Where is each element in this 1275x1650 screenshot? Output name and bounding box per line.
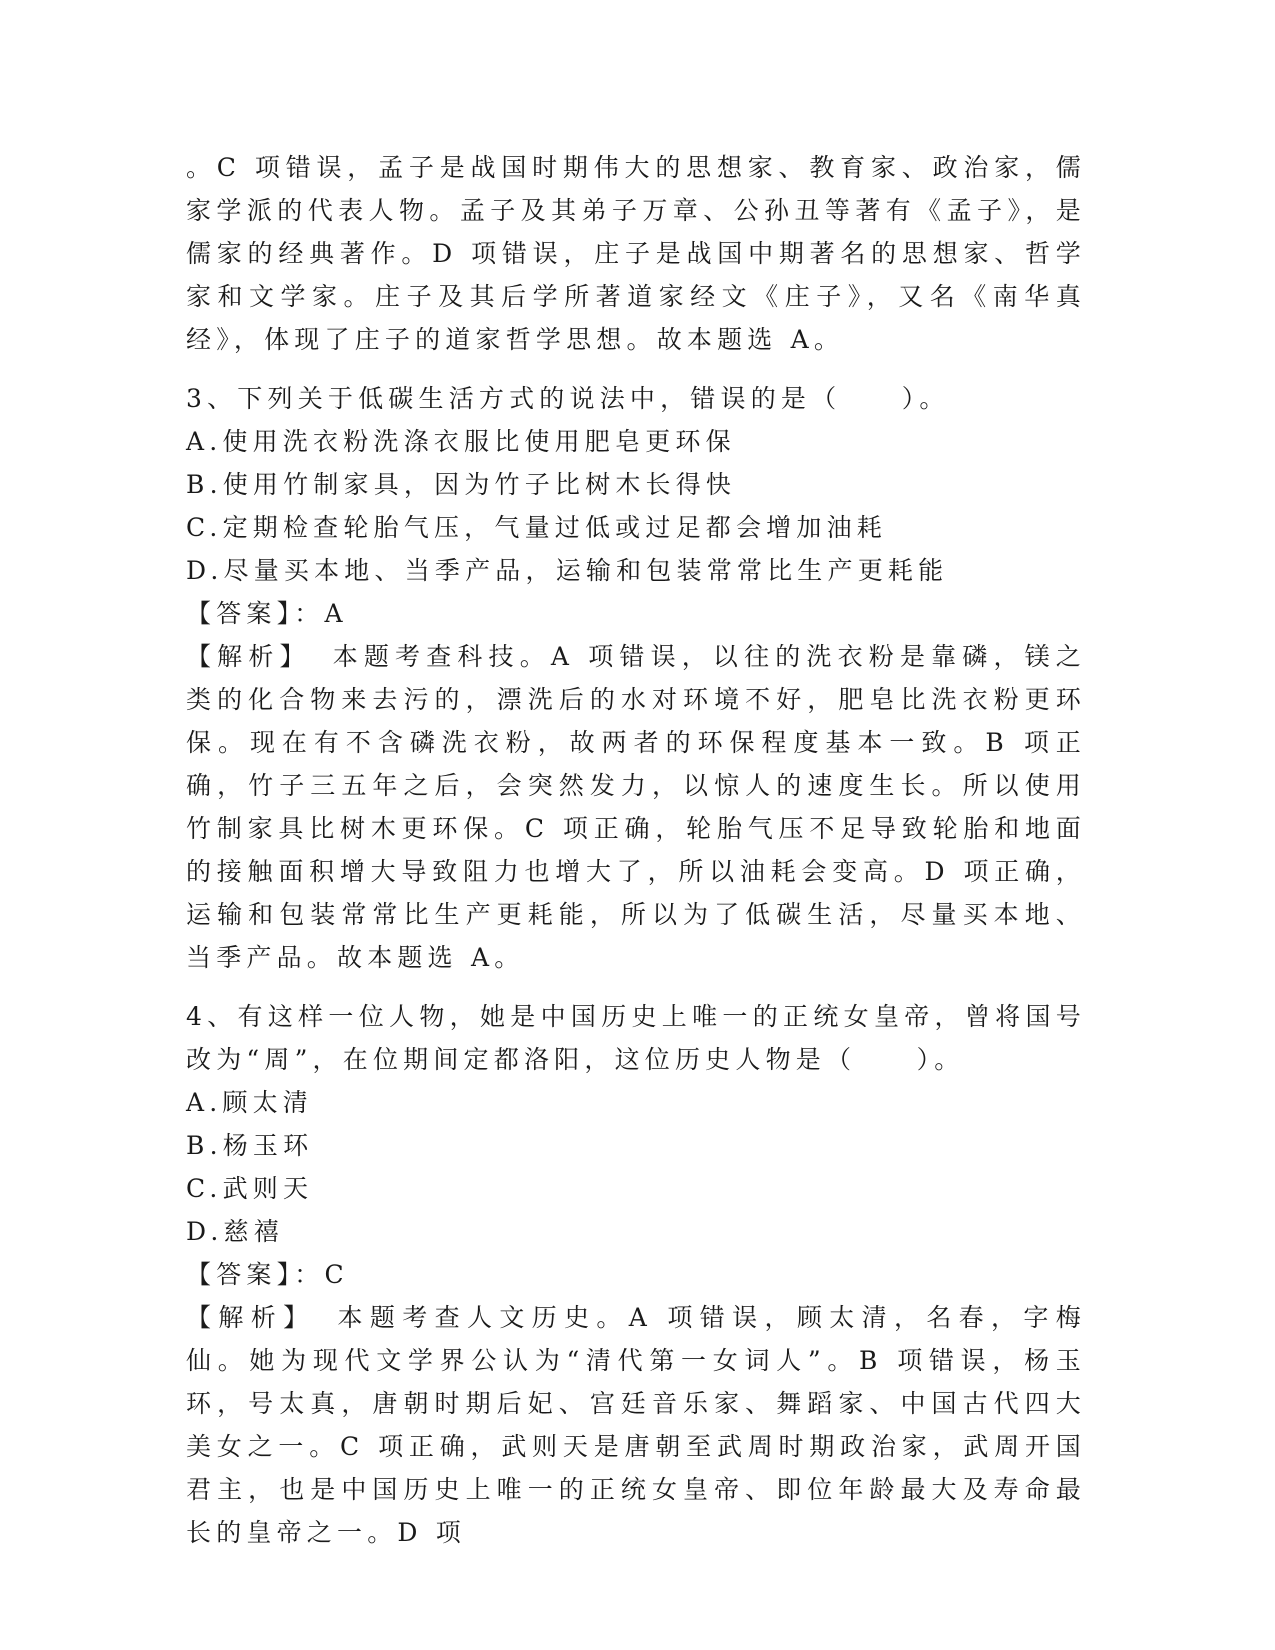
answer-line: 【答案】：C <box>186 1260 349 1289</box>
analysis-text: 本题考查人文历史。A 项错误，顾太清，名春，字梅仙。她为现代文学界公认为“清代第一女词人”。B 项错误，杨玉环，号太真，唐朝时期后妃、宫廷音乐家、舞蹈家、中国古代四大美女之一。C 项正确，武则天是唐朝至武周时期政治家，武周开国君主，也是中国历史上唯一的正统女皇帝、即位年龄最大及寿命最长的皇帝之一。D 项 <box>186 1303 1086 1547</box>
document-page <box>186 146 1086 1554</box>
analysis-paragraph <box>186 635 1086 979</box>
question-stem: 3、下列关于低碳生活方式的说法中，错误的是（ ）。 <box>186 384 950 413</box>
option-d: D.慈禧 <box>186 1217 284 1246</box>
option-b: B.使用竹制家具，因为竹子比树木长得快 <box>186 470 737 499</box>
answer-line: 【答案】：A <box>186 599 348 628</box>
option-d: D.尽量买本地、当季产品，运输和包装常常比生产更耗能 <box>186 556 949 585</box>
analysis-paragraph <box>186 1296 1086 1554</box>
question-stem: 4、有这样一位人物，她是中国历史上唯一的正统女皇帝，曾将国号改为“周”，在位期间定都洛阳，这位历史人物是（ ）。 <box>186 1002 1086 1074</box>
analysis-label: 【解析】 <box>186 1303 316 1332</box>
option-a: A.顾太清 <box>186 1088 314 1117</box>
question-3 <box>186 377 1086 979</box>
spacer <box>186 361 1086 377</box>
option-c: C.定期检查轮胎气压，气量过低或过足都会增加油耗 <box>186 513 887 542</box>
analysis-label: 【解析】 <box>186 642 311 671</box>
option-b: B.杨玉环 <box>186 1131 314 1160</box>
option-c: C.武则天 <box>186 1174 314 1203</box>
option-a: A.使用洗衣粉洗涤衣服比使用肥皂更环保 <box>186 427 736 456</box>
spacer <box>186 979 1086 995</box>
analysis-text: 本题考查科技。A 项错误，以往的洗衣粉是靠磷，镁之类的化合物来去污的，漂洗后的水对环境不好，肥皂比洗衣粉更环保。现在有不含磷洗衣粉，故两者的环保程度基本一致。B 项正确，竹子三五年之后，会突然发力，以惊人的速度生长。所以使用竹制家具比树木更环保。C 项正确，轮胎气压不足导致轮胎和地面的接触面积增大导致阻力也增大了，所以油耗会变高。D 项正确，运输和包装常常比生产更耗能，所以为了低碳生活，尽量买本地、当季产品。故本题选 A。 <box>186 642 1086 972</box>
intro-paragraph: 。C 项错误，孟子是战国时期伟大的思想家、教育家、政治家，儒家学派的代表人物。孟子及其弟子万章、公孙丑等著有《孟子》，是儒家的经典著作。D 项错误，庄子是战国中期著名的思想家、哲学家和文学家。庄子及其后学所著道家经文《庄子》，又名《南华真经》，体现了庄子的道家哲学思想。故本题选 A。 <box>186 153 1086 354</box>
question-4 <box>186 995 1086 1554</box>
